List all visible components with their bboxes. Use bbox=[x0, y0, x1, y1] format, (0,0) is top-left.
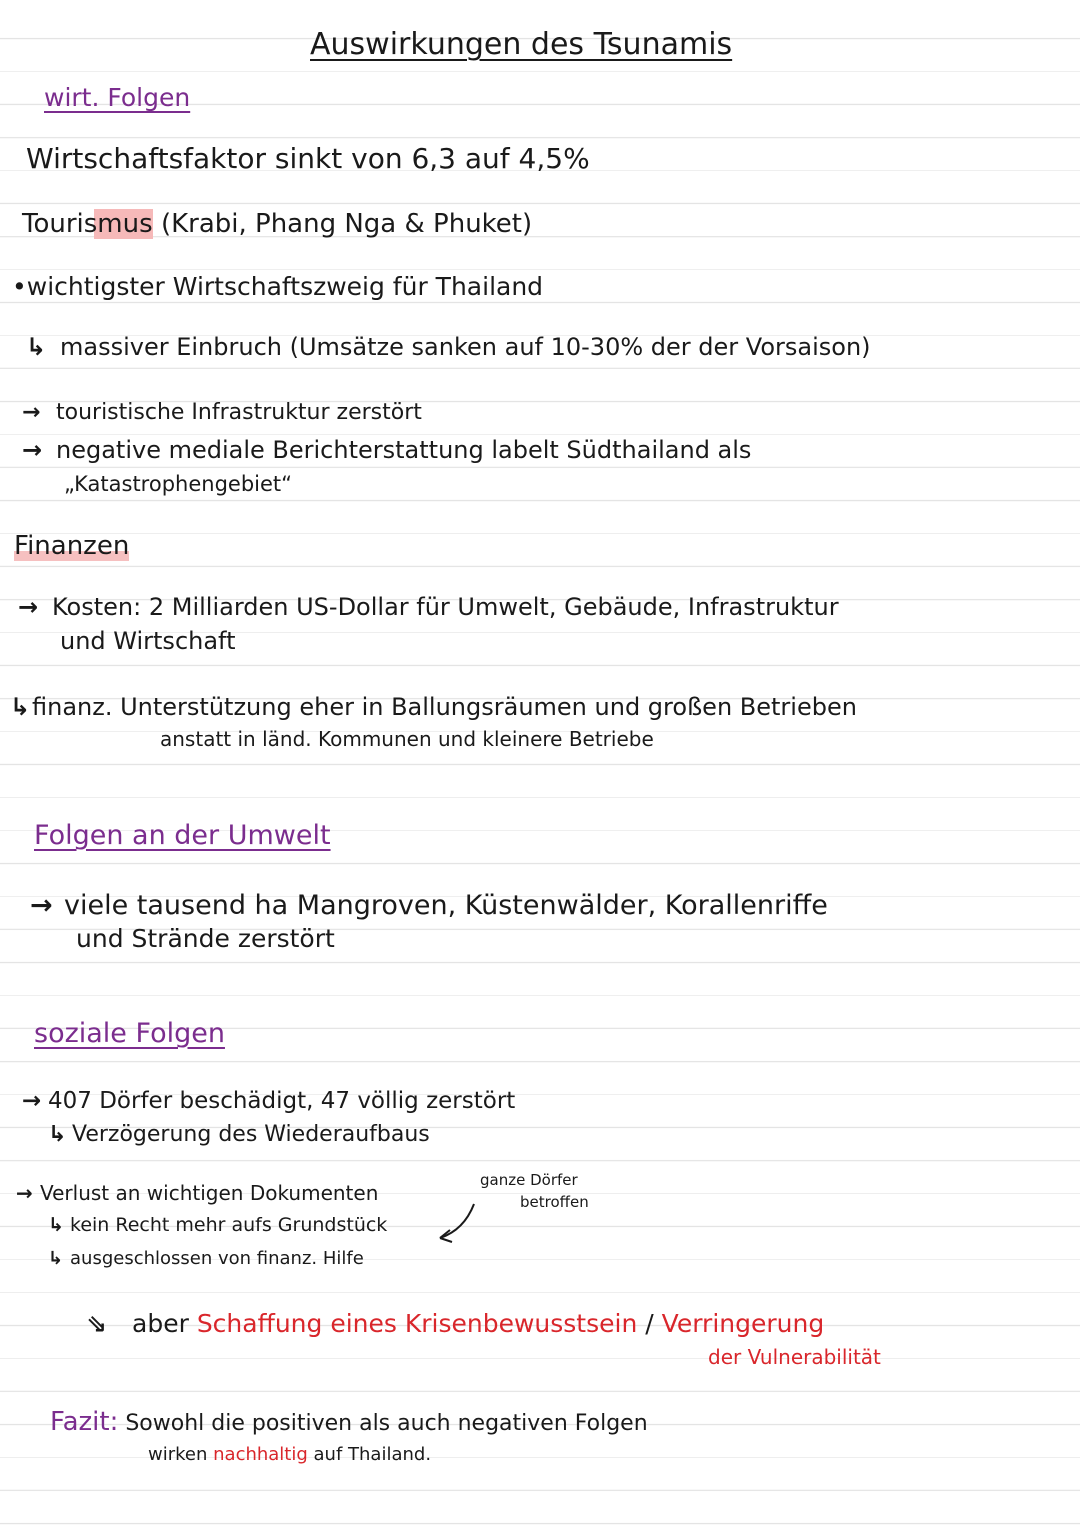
sub-arrow-icon: ↳ bbox=[48, 1248, 64, 1269]
aber-text: aber bbox=[132, 1309, 189, 1338]
section-heading-wirtschaft: wirt. Folgen bbox=[44, 83, 191, 112]
verringerung-line-2: der Vulnerabilität bbox=[708, 1345, 881, 1369]
arrow-right-icon: → bbox=[22, 1088, 42, 1114]
unterstuetzung-text: finanz. Unterstützung eher in Ballungsräumen und großen Betrieben bbox=[32, 693, 857, 721]
double-sub-arrow-icon: ⇘ bbox=[86, 1309, 107, 1338]
umwelt-line-2: und Strände zerstört bbox=[76, 924, 335, 953]
fazit-nachhaltig: nachhaltig bbox=[213, 1444, 308, 1465]
arrow-right-icon: → bbox=[22, 400, 41, 425]
infrastruktur-text: touristische Infrastruktur zerstört bbox=[56, 400, 422, 425]
fazit-thailand: auf Thailand. bbox=[313, 1444, 432, 1465]
verzoegerung-text: Verzögerung des Wiederaufbaus bbox=[72, 1122, 430, 1147]
kosten-text: Kosten: 2 Milliarden US-Dollar für Umwelt, Gebäude, Infrastruktur bbox=[52, 593, 839, 621]
page-title: Auswirkungen des Tsunamis bbox=[310, 27, 733, 62]
schaffung-text: Schaffung eines Krisenbewusstsein bbox=[196, 1309, 638, 1338]
verlust-line bbox=[16, 1182, 378, 1205]
arrow-right-icon: → bbox=[16, 1181, 33, 1205]
tourismus-places: (Krabi, Phang Nga & Phuket) bbox=[160, 209, 533, 239]
section-heading-finanzen bbox=[14, 532, 129, 562]
unterstuetzung-line-2: anstatt in länd. Kommunen und kleinere Betriebe bbox=[160, 727, 654, 751]
side-note-2: betroffen bbox=[520, 1193, 589, 1211]
arrow-line-berichterstattung bbox=[22, 437, 751, 465]
sub-arrow-icon: ↳ bbox=[26, 333, 47, 361]
doerfer-line bbox=[22, 1088, 515, 1114]
arrow-right-icon: → bbox=[22, 436, 43, 464]
arrow-right-icon: → bbox=[18, 593, 39, 621]
wichtigster-zweig-line: •wichtigster Wirtschaftszweig für Thailand bbox=[12, 272, 544, 301]
schaffung-line bbox=[86, 1310, 824, 1339]
kosten-line-2: und Wirtschaft bbox=[60, 627, 236, 655]
verlust-text: Verlust an wichtigen Dokumenten bbox=[40, 1181, 379, 1205]
finanzen-heading-text: Finanzen bbox=[14, 531, 130, 561]
einbruch-text: massiver Einbruch (Umsätze sanken auf 10-30% der der Vorsaison) bbox=[60, 333, 871, 361]
tourismus-word: Tourismus bbox=[22, 209, 153, 239]
katastrophengebiet-text: „Katastrophengebiet“ bbox=[64, 472, 293, 496]
sub-arrow-icon: ↳ bbox=[48, 1122, 67, 1147]
umwelt-line bbox=[30, 890, 828, 921]
section-heading-umwelt: Folgen an der Umwelt bbox=[34, 820, 331, 851]
unterstuetzung-line bbox=[10, 694, 857, 722]
wirtschaftsfaktor-line: Wirtschaftsfaktor sinkt von 6,3 auf 4,5% bbox=[26, 142, 590, 175]
kosten-line bbox=[18, 594, 839, 622]
arrow-line-infrastruktur bbox=[22, 400, 422, 425]
section-heading-sozial: soziale Folgen bbox=[34, 1018, 225, 1049]
sub-arrow-icon: ↳ bbox=[10, 693, 31, 721]
einbruch-line bbox=[26, 334, 871, 362]
fazit-label: Fazit: bbox=[50, 1407, 119, 1437]
sub-arrow-icon: ↳ bbox=[48, 1214, 64, 1236]
fazit-wirken: wirken bbox=[148, 1444, 208, 1465]
ausgeschlossen-line bbox=[48, 1249, 364, 1270]
side-note-arrow-icon bbox=[430, 1200, 480, 1246]
umwelt-text: viele tausend ha Mangroven, Küstenwälder, Korallenriffe bbox=[64, 890, 828, 921]
berichterstattung-text: negative mediale Berichterstattung labelt Südthailand als bbox=[56, 436, 752, 464]
verzoegerung-line bbox=[48, 1122, 430, 1147]
verringerung-text: Verringerung bbox=[661, 1309, 825, 1338]
doerfer-text: 407 Dörfer beschädigt, 47 völlig zerstört bbox=[48, 1088, 516, 1114]
fazit-text: Sowohl die positiven als auch negativen Folgen bbox=[125, 1411, 648, 1436]
tourismus-line bbox=[22, 210, 532, 240]
ausgeschlossen-text: ausgeschlossen von finanz. Hilfe bbox=[70, 1248, 364, 1269]
separator: / bbox=[645, 1309, 654, 1338]
fazit-line-2 bbox=[148, 1445, 431, 1466]
fazit-line bbox=[50, 1408, 648, 1438]
side-note: ganze Dörfer bbox=[480, 1171, 578, 1189]
arrow-right-icon: → bbox=[30, 890, 53, 921]
recht-text: kein Recht mehr aufs Grundstück bbox=[70, 1214, 388, 1236]
recht-line bbox=[48, 1215, 387, 1237]
